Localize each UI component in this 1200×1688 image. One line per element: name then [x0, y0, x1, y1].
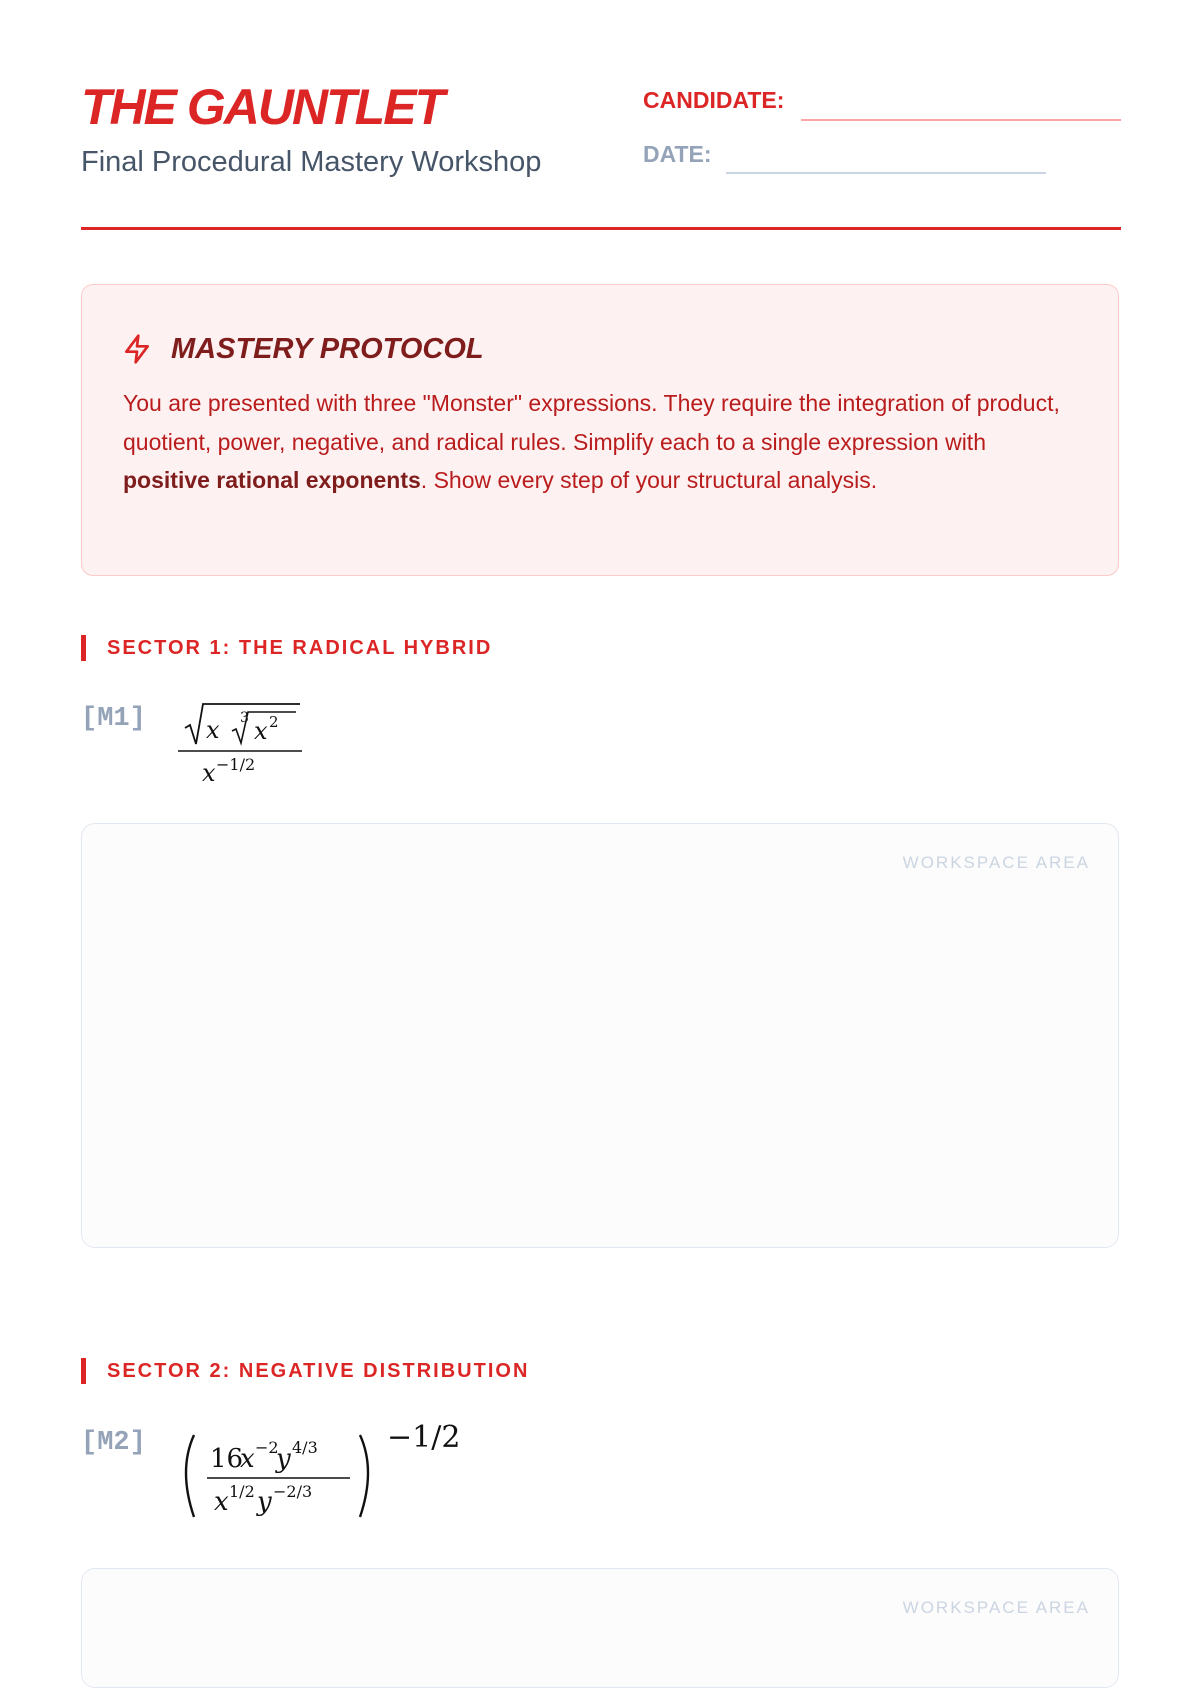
protocol-title: MASTERY PROTOCOL [171, 333, 484, 365]
sector-2-title: SECTOR 2: NEGATIVE DISTRIBUTION [107, 1360, 530, 1382]
svg-text:x: x [202, 759, 216, 787]
svg-text:−1/2: −1/2 [387, 1420, 461, 1455]
svg-text:x: x [206, 716, 220, 744]
sector-marker [81, 1358, 86, 1384]
workspace-label: WORKSPACE AREA [902, 853, 1090, 872]
workspace-label: WORKSPACE AREA [902, 1598, 1090, 1617]
protocol-text-2: . Show every step of your structural analysis. [420, 467, 878, 493]
sector-1-heading [81, 635, 492, 661]
problem-label-m1: [M1] [81, 704, 146, 734]
candidate-field[interactable] [801, 119, 1121, 121]
expression-m2 [172, 1415, 472, 1527]
svg-text:2: 2 [269, 713, 279, 731]
date-label: DATE: [643, 141, 712, 167]
svg-text:y: y [257, 1487, 272, 1517]
protocol-text-emphasis: positive rational exponents [123, 467, 421, 493]
svg-text:x: x [254, 717, 268, 745]
svg-text:4/3: 4/3 [292, 1438, 318, 1457]
svg-text:3: 3 [240, 710, 249, 726]
svg-text:y: y [276, 1444, 291, 1474]
worksheet-title: THE GAUNTLET [81, 79, 444, 135]
svg-text:−2: −2 [255, 1438, 279, 1457]
svg-text:x: x [240, 1444, 255, 1474]
expression-m1 [172, 698, 312, 790]
protocol-text-1: You are presented with three "Monster" expressions. They require the integration of product, quotient, power, negative, and radical rules. Simplify each to a single expression with [123, 390, 1060, 455]
worksheet-subtitle: Final Procedural Mastery Workshop [81, 146, 542, 178]
problem-label-m2: [M2] [81, 1428, 146, 1458]
header-divider [81, 227, 1121, 230]
candidate-label: CANDIDATE: [643, 87, 785, 113]
svg-text:−1/2: −1/2 [216, 755, 256, 774]
lightning-icon [121, 332, 153, 366]
sector-2-heading [81, 1358, 529, 1384]
svg-text:16: 16 [210, 1444, 244, 1474]
svg-text:−2/3: −2/3 [273, 1482, 313, 1501]
svg-text:1/2: 1/2 [229, 1482, 255, 1501]
workspace-area-m1[interactable] [81, 823, 1119, 1248]
sector-marker [81, 635, 86, 661]
workspace-area-m2[interactable] [81, 1568, 1119, 1688]
mastery-protocol-panel [81, 284, 1119, 576]
sector-1-title: SECTOR 1: THE RADICAL HYBRID [107, 637, 493, 659]
svg-text:x: x [214, 1487, 229, 1517]
protocol-instructions [123, 384, 1063, 500]
date-field[interactable] [726, 172, 1046, 174]
